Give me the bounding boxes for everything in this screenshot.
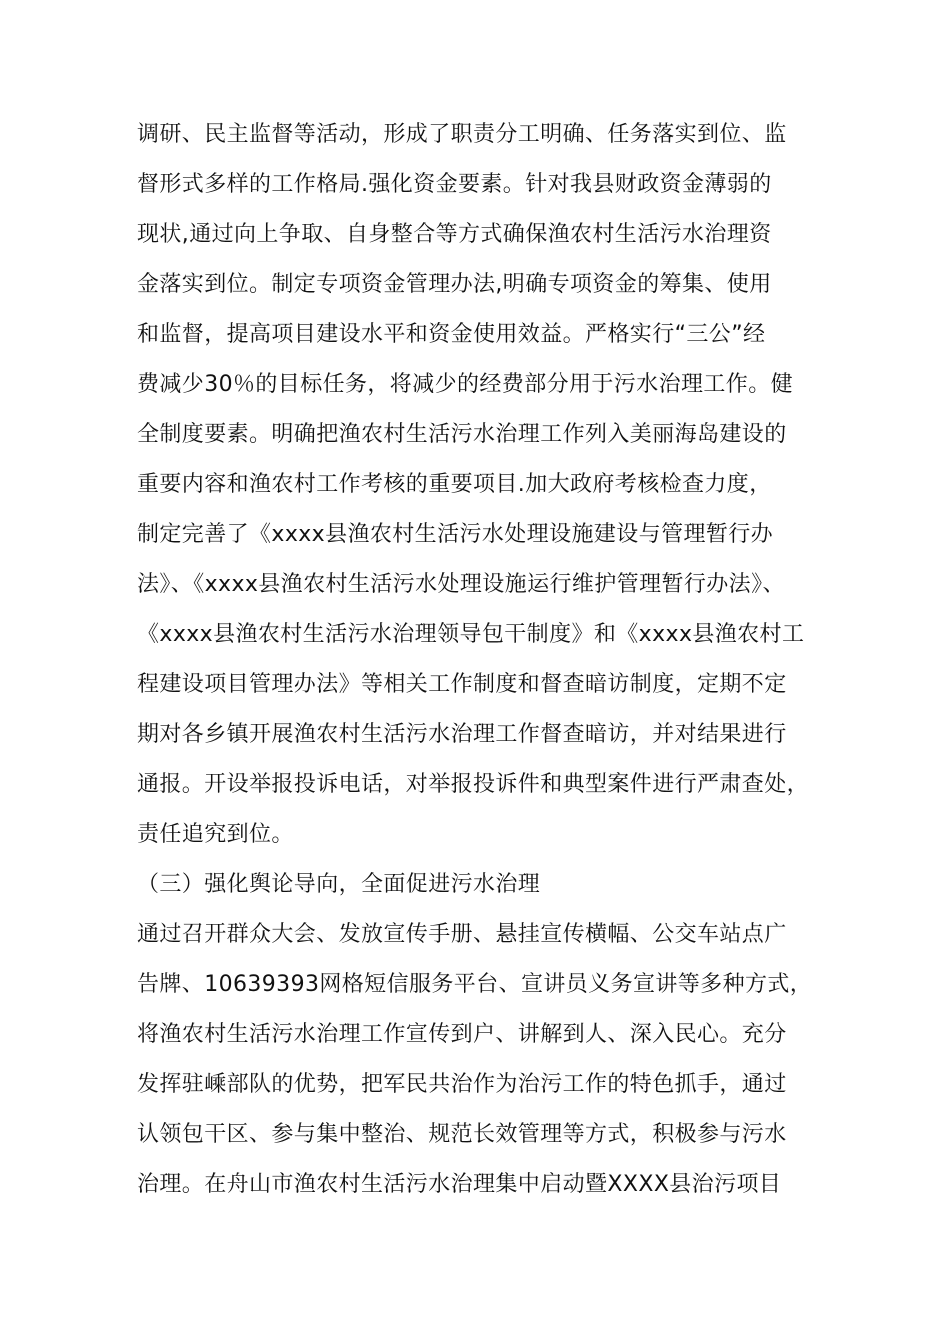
text-line: 全制度要素。明确把渔农村生活污水治理工作列入美丽海岛建设的 bbox=[137, 422, 787, 447]
text-line: 程建设项目管理办法》等相关工作制度和督查暗访制度，定期不定 bbox=[137, 672, 787, 697]
text-line: 金落实到位。制定专项资金管理办法,明确专项资金的筹集、使用 bbox=[137, 272, 772, 297]
text-line: 重要内容和渔农村工作考核的重要项目.加大政府考核检查力度， bbox=[137, 472, 772, 497]
text-line: 通报。开设举报投诉电话，对举报投诉件和典型案件进行严肃查处， bbox=[137, 772, 810, 797]
text-line: 通过召开群众大会、发放宣传手册、悬挂宣传横幅、公交车站点广 bbox=[137, 922, 787, 947]
text-line: 认领包干区、参与集中整治、规范长效管理等方式，积极参与污水 bbox=[137, 1122, 787, 1147]
text-line: 制定完善了《xxxx县渔农村生活污水处理设施建设与管理暂行办 bbox=[137, 522, 774, 547]
text-line: 《xxxx县渔农村生活污水治理领导包干制度》和《xxxx县渔农村工 bbox=[137, 622, 805, 647]
text-line: 治理。在舟山市渔农村生活污水治理集中启动暨XXXX县治污项目 bbox=[137, 1172, 782, 1197]
text-line: 法》、《xxxx县渔农村生活污水处理设施运行维护管理暂行办法》、 bbox=[137, 572, 785, 597]
text-line: 告牌、10639393网格短信服务平台、宣讲员义务宣讲等多种方式， bbox=[137, 972, 813, 997]
section-heading: （三）强化舆论导向，全面促进污水治理 bbox=[137, 872, 541, 897]
text-line: 和监督，提高项目建设水平和资金使用效益。严格实行“三公”经 bbox=[137, 322, 766, 347]
text-line: 期对各乡镇开展渔农村生活污水治理工作督查暗访，并对结果进行 bbox=[137, 722, 787, 747]
text-line: 现状,通过向上争取、自身整合等方式确保渔农村生活污水治理资 bbox=[137, 222, 772, 247]
text-line: 责任追究到位。 bbox=[137, 822, 294, 847]
text-line: 费减少30％的目标任务，将减少的经费部分用于污水治理工作。健 bbox=[137, 372, 793, 397]
text-line: 调研、民主监督等活动，形成了职责分工明确、任务落实到位、监 bbox=[137, 122, 787, 147]
text-line: 发挥驻嵊部队的优势，把军民共治作为治污工作的特色抓手，通过 bbox=[137, 1072, 787, 1097]
text-line: 督形式多样的工作格局.强化资金要素。针对我县财政资金薄弱的 bbox=[137, 172, 772, 197]
text-line: 将渔农村生活污水治理工作宣传到户、讲解到人、深入民心。充分 bbox=[137, 1022, 787, 1047]
